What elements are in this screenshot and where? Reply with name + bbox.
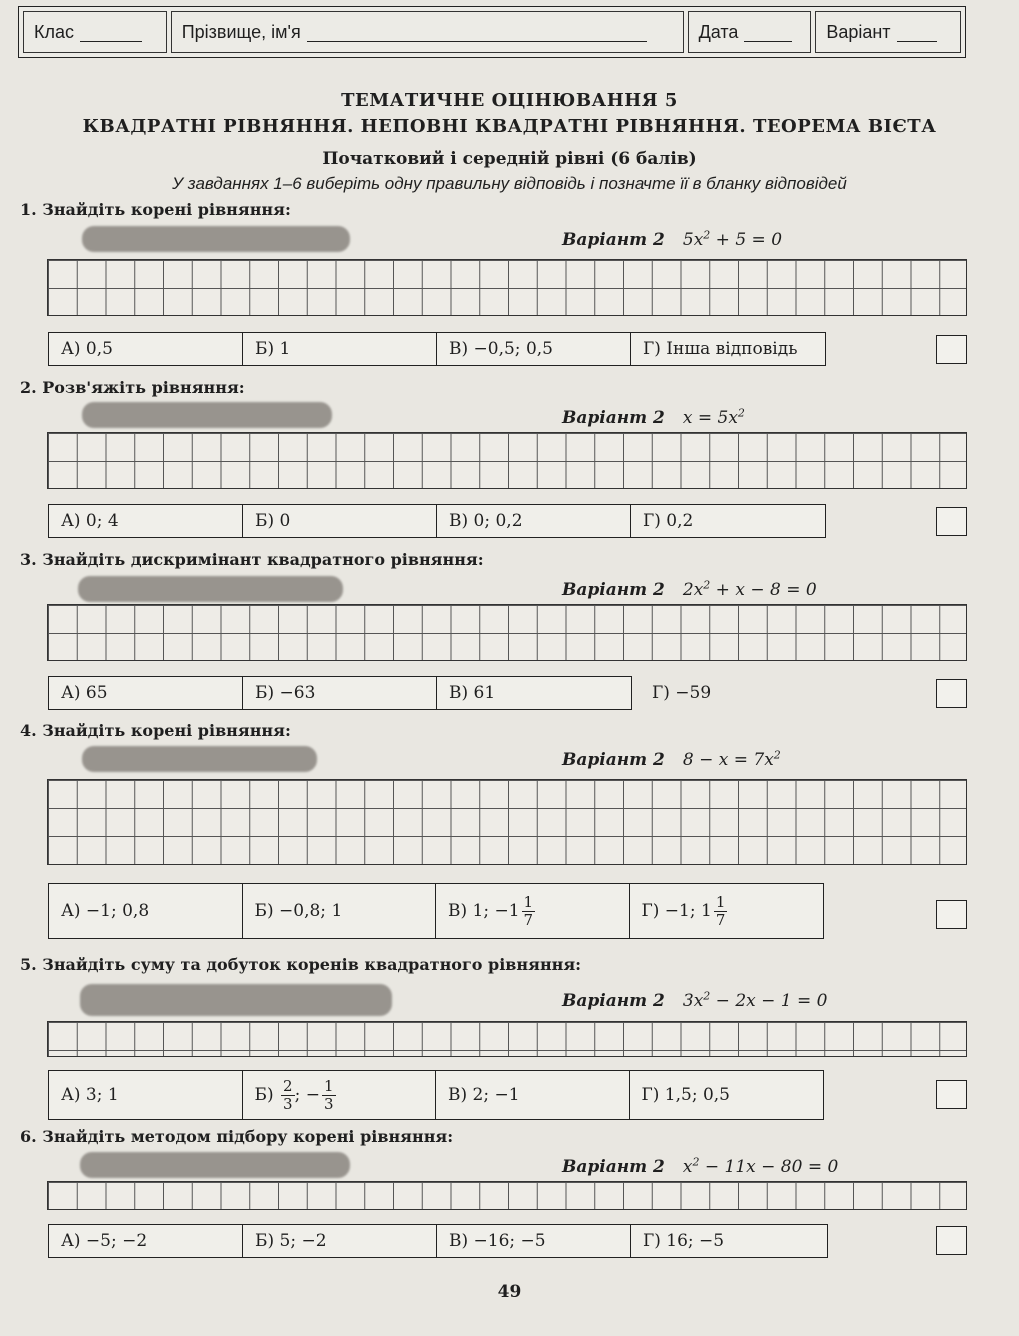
fraction: $\frac{1}{7}$ <box>715 892 726 929</box>
question-4-text: 4. Знайдіть корені рівняння: <box>20 721 291 740</box>
equation: $2x^2 + x - 8 = 0$ <box>682 578 817 600</box>
redaction-mark <box>82 746 317 772</box>
name-field[interactable] <box>171 11 684 53</box>
variant-label: Варіант 2 <box>562 1156 665 1177</box>
fraction: $\frac{1}{3}$ <box>323 1076 334 1113</box>
answer-b: Б) −63 <box>243 677 437 709</box>
equation: $5x^2 + 5 = 0$ <box>682 228 783 250</box>
question-2-answer-box[interactable] <box>936 507 967 536</box>
answer-c: В) 2; −1 <box>436 1071 630 1119</box>
page-number: 49 <box>497 1282 522 1302</box>
question-5-variant <box>562 989 827 1011</box>
equation: $x = 5x^2$ <box>682 406 745 428</box>
answer-d: Г) 1,5; 0,5 <box>641 1085 730 1105</box>
question-2-variant <box>562 406 745 428</box>
question-2-work-grid[interactable] <box>47 432 967 489</box>
question-1-answer-box[interactable] <box>936 335 967 364</box>
answer-d: Г) −1; 1 $\frac{1}{7}$ <box>641 892 726 929</box>
question-4-answers <box>48 883 824 939</box>
answer-a: А) 0; 4 <box>49 505 243 537</box>
answer-d: Г) Інша відповідь <box>643 339 798 359</box>
name-line <box>307 23 647 42</box>
equation: $x^2 - 11x - 80 = 0$ <box>682 1155 839 1177</box>
variant-label: Варіант 2 <box>562 407 665 428</box>
question-1-variant <box>562 228 782 250</box>
answer-a: А) −1; 0,8 <box>49 884 243 938</box>
answer-a: А) 0,5 <box>49 333 243 365</box>
date-line <box>744 23 792 42</box>
question-6-text: 6. Знайдіть методом підбору корені рівняння: <box>20 1127 454 1146</box>
redaction-mark <box>82 226 350 252</box>
question-4-work-grid[interactable] <box>47 779 967 865</box>
variant-label: Варіант 2 <box>562 229 665 250</box>
variant-label: Варіант 2 <box>562 579 665 600</box>
variant-label: Варіант 2 <box>562 749 665 770</box>
question-5-work-grid[interactable] <box>47 1021 967 1057</box>
redaction-mark <box>82 402 332 428</box>
answer-c: В) 61 <box>449 683 496 703</box>
question-6-work-grid[interactable] <box>47 1181 967 1210</box>
question-3-text: 3. Знайдіть дискримінант квадратного рівняння: <box>20 550 484 569</box>
answer-b: Б) $\frac{2}{3}$ ; − $\frac{1}{3}$ <box>243 1071 437 1119</box>
variant-field[interactable] <box>815 11 961 53</box>
answer-c: В) 0; 0,2 <box>437 505 631 537</box>
fraction: $\frac{1}{7}$ <box>523 892 534 929</box>
redaction-mark <box>80 1152 350 1178</box>
page-title: ТЕМАТИЧНЕ ОЦІНЮВАННЯ 5 <box>341 90 678 111</box>
question-2-answers <box>48 504 826 538</box>
question-5-answer-box[interactable] <box>936 1080 967 1109</box>
class-label: Клас <box>34 21 74 42</box>
answer-b: Б) 1 <box>243 333 437 365</box>
class-field[interactable] <box>23 11 167 53</box>
question-4-variant <box>562 748 781 770</box>
question-6-variant <box>562 1155 838 1177</box>
answer-c: В) 1; −1 $\frac{1}{7}$ <box>436 884 630 938</box>
question-1-text: 1. Знайдіть корені рівняння: <box>20 200 291 219</box>
answer-a: А) −5; −2 <box>49 1225 243 1257</box>
question-4-answer-box[interactable] <box>936 900 967 929</box>
question-6-answer-box[interactable] <box>936 1226 967 1255</box>
variant-line <box>897 23 937 42</box>
equation: $3x^2 - 2x - 1 = 0$ <box>682 989 828 1011</box>
variant-label: Варіант <box>826 21 891 42</box>
instruction-text: У завданнях 1–6 виберіть одну правильну відповідь і позначте її в бланку відповідей <box>172 174 847 193</box>
answer-c: В) −0,5; 0,5 <box>437 333 631 365</box>
question-1-answers <box>48 332 826 366</box>
redaction-mark <box>80 984 392 1016</box>
answer-b: Б) 0 <box>243 505 437 537</box>
level-heading: Початковий і середній рівні (6 балів) <box>322 149 697 169</box>
answer-c: В) −16; −5 <box>437 1225 631 1257</box>
question-1-work-grid[interactable] <box>47 259 967 316</box>
answer-a: А) 65 <box>49 677 243 709</box>
answer-d: Г) 16; −5 <box>643 1231 725 1251</box>
question-3-answer-box[interactable] <box>936 679 967 708</box>
question-6-answers <box>48 1224 828 1258</box>
answer-a: А) 3; 1 <box>49 1071 243 1119</box>
answer-b: Б) 5; −2 <box>243 1225 437 1257</box>
question-2-text: 2. Розв'яжіть рівняння: <box>20 378 245 397</box>
class-line <box>80 23 142 42</box>
answer-d: Г) −59 <box>652 683 712 703</box>
question-3-variant <box>562 578 817 600</box>
answer-d: Г) 0,2 <box>643 511 694 531</box>
date-label: Дата <box>698 21 739 42</box>
topic-title: КВАДРАТНІ РІВНЯННЯ. НЕПОВНІ КВАДРАТНІ РІВНЯННЯ. ТЕОРЕМА ВІЄТА <box>82 116 937 137</box>
date-field[interactable] <box>688 11 812 53</box>
fraction: $\frac{2}{3}$ <box>283 1076 293 1113</box>
student-info-header <box>18 6 966 58</box>
equation: $8 - x = 7x^2$ <box>682 748 781 770</box>
redaction-mark <box>78 576 343 602</box>
question-3-work-grid[interactable] <box>47 604 967 661</box>
question-5-answers <box>48 1070 824 1120</box>
variant-label: Варіант 2 <box>562 990 665 1011</box>
question-3-answers <box>48 676 632 710</box>
question-5-text: 5. Знайдіть суму та добуток коренів квадратного рівняння: <box>20 955 582 974</box>
name-label: Прізвище, ім'я <box>181 21 301 42</box>
answer-b: Б) −0,8; 1 <box>243 884 437 938</box>
